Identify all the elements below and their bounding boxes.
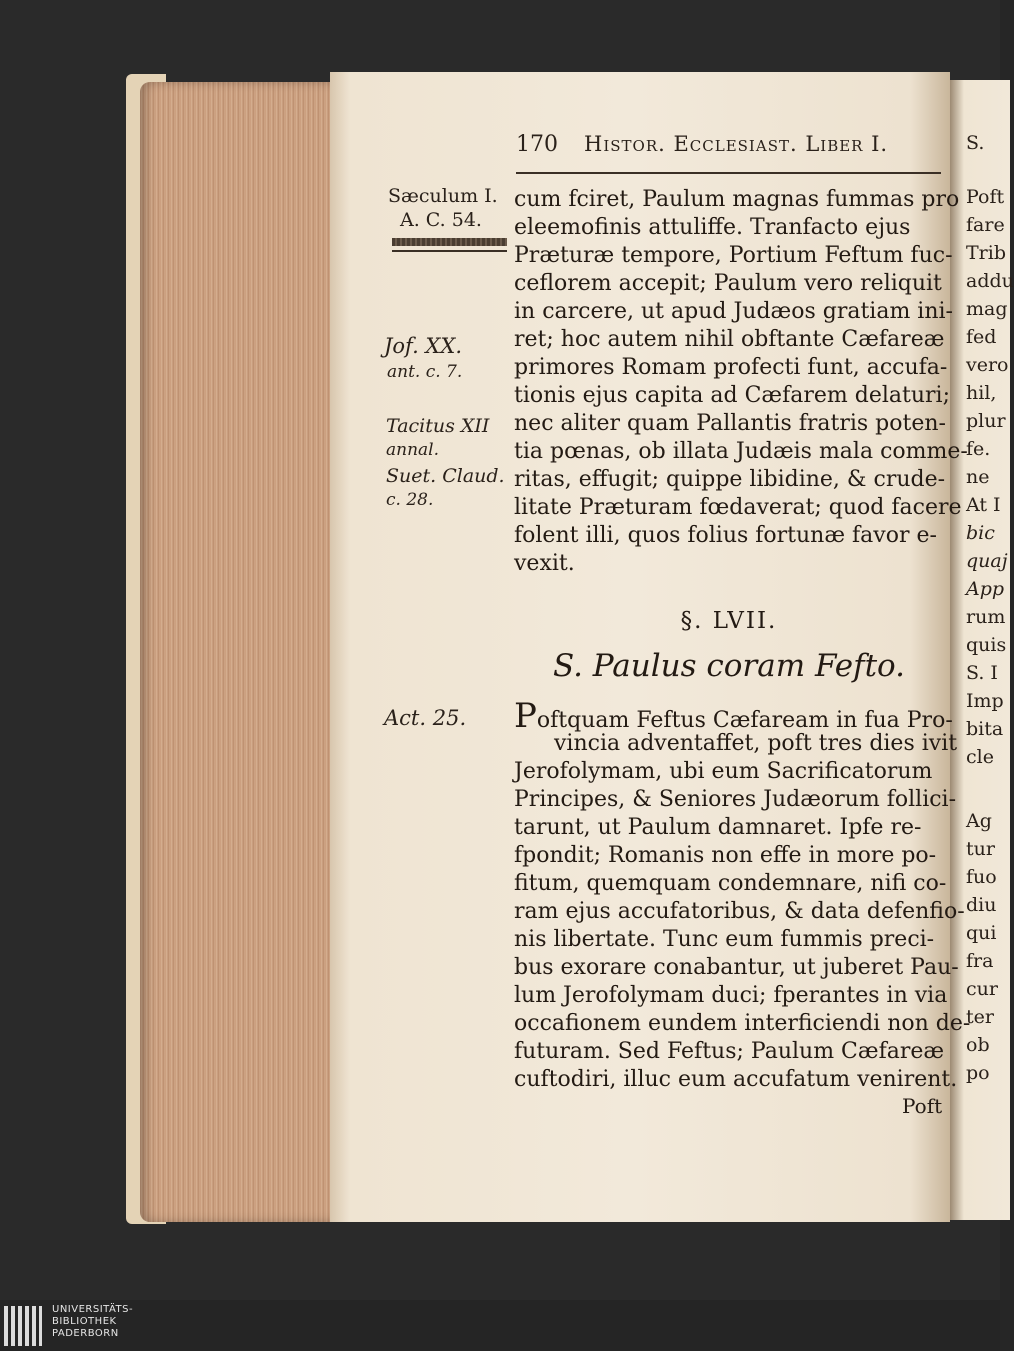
running-title: Histor. Ecclesiast. Liber I. xyxy=(584,132,889,156)
section-title: S. Paulus coram Fefto. xyxy=(552,648,906,684)
library-name: UNIVERSITÄTS- BIBLIOTHEK PADERBORN xyxy=(52,1304,134,1339)
text-line: Jerofolymam, ubi eum Sacrificatorum xyxy=(514,759,933,784)
right-page-fragment: po xyxy=(966,1062,990,1084)
right-page-fragment: quis xyxy=(966,634,1007,656)
text-line: cuftodiri, illuc eum accufatum venirent. xyxy=(514,1067,958,1092)
text-line: tionis ejus capita ad Cæfarem delaturi; xyxy=(514,383,950,408)
right-page-fragment: tur xyxy=(966,838,995,860)
right-page-fragment: Trib xyxy=(966,242,1006,264)
margin-saeculum: Sæculum I. xyxy=(388,185,498,207)
right-page-fragment: vero xyxy=(966,354,1009,376)
text-line: Præturæ tempore, Portium Feftum fuc- xyxy=(514,243,953,268)
right-page-fragment: fuo xyxy=(966,866,997,888)
margin-thin-rule xyxy=(392,250,507,252)
text-line: folent illi, quos folius fortunæ favor e- xyxy=(514,523,937,548)
text-line: futuram. Sed Feftus; Paulum Cæfareæ xyxy=(514,1039,945,1064)
right-page-fragment: ter xyxy=(966,1006,994,1028)
right-page-fragment: mag xyxy=(966,298,1008,320)
right-page-fragment: cle xyxy=(966,746,994,768)
right-page-fragment: plur xyxy=(966,410,1006,432)
text-line: eleemofinis attuliffe. Tranfacto ejus xyxy=(514,215,911,240)
right-page-fragment: Poft xyxy=(966,186,1005,208)
text-line: nis libertate. Tunc eum fummis preci- xyxy=(514,927,935,952)
text-line: fpondit; Romanis non effe in more po- xyxy=(514,843,937,868)
text-line: litate Præturam fœdaverat; quod facere xyxy=(514,495,962,520)
right-page-fragment: fed xyxy=(966,326,997,348)
text-line: tarunt, ut Paulum damnaret. Ipfe re- xyxy=(514,815,922,840)
margin-tacitus: Tacitus XII xyxy=(386,415,490,437)
first-line-rest: oftquam Feftus Cæfaream in fua Pro- xyxy=(536,708,953,733)
margin-josephus-ref: ant. c. 7. xyxy=(387,362,463,382)
text-line: ritas, effugit; quippe libidine, & crude- xyxy=(514,467,946,492)
right-page-fragment: App xyxy=(966,578,1005,600)
page-number: 170 xyxy=(516,132,558,157)
text-line: ret; hoc autem nihil obftante Cæfareæ xyxy=(514,327,945,352)
right-page-fragment: diu xyxy=(966,894,997,916)
right-page-fragment: fe. xyxy=(966,438,991,460)
right-page-fragment: Imp xyxy=(966,690,1004,712)
text-line: bus exorare conabantur, ut juberet Pau- xyxy=(514,955,959,980)
main-text xyxy=(514,0,971,1200)
margin-acta: Act. 25. xyxy=(384,706,467,730)
right-page-fragment: bita xyxy=(966,718,1004,740)
margin-ornament-rule xyxy=(392,238,507,246)
library-footer xyxy=(0,1300,1000,1351)
text-line: tia pœnas, ob illata Judæis mala comme- xyxy=(514,439,968,464)
right-page-fragment: fare xyxy=(966,214,1005,236)
library-logo-icon xyxy=(4,1306,46,1346)
right-page-fragment: rum xyxy=(966,606,1006,628)
right-page-fragment: ne xyxy=(966,466,990,488)
text-line: primores Romam profecti funt, accufa- xyxy=(514,355,948,380)
text-line: lum Jerofolymam duci; fperantes in via xyxy=(514,983,948,1008)
right-page-fragment: bic xyxy=(966,522,995,544)
text-line: ceflorem accepit; Paulum vero reliquit xyxy=(514,271,942,296)
margin-suetonius: Suet. Claud. xyxy=(386,465,505,487)
right-page-fragment: Ag xyxy=(966,810,992,832)
margin-josephus: Jof. XX. xyxy=(384,334,463,358)
text-line: occafionem eundem interficiendi non de- xyxy=(514,1011,971,1036)
right-page-fragment: hil, xyxy=(966,382,997,404)
section-number: §. LVII. xyxy=(680,608,778,634)
text-line: fitum, quemquam condemnare, nifi co- xyxy=(514,871,947,896)
drop-capital: P xyxy=(514,696,537,736)
text-line: nec aliter quam Pallantis fratris poten- xyxy=(514,411,946,436)
margin-anno: A. C. 54. xyxy=(400,209,482,231)
catchword: Poft xyxy=(902,1094,943,1118)
right-page-fragment: ob xyxy=(966,1034,990,1056)
text-line-first xyxy=(514,696,953,736)
right-page-header-fragment: S. xyxy=(966,132,985,154)
right-page-fragment: At I xyxy=(966,494,1001,516)
text-line: in carcere, ut apud Judæos gratiam ini- xyxy=(514,299,953,324)
right-page-fragment: S. I xyxy=(966,662,998,684)
right-page-fragment: cur xyxy=(966,978,998,1000)
text-line: vexit. xyxy=(514,551,575,576)
text-line: ram ejus accufatoribus, & data defenfio- xyxy=(514,899,965,924)
right-page-fragment: fra xyxy=(966,950,994,972)
margin-suetonius-ref: c. 28. xyxy=(386,490,434,510)
right-page-fragment: addu xyxy=(966,270,1014,292)
text-line: cum fciret, Paulum magnas fummas pro xyxy=(514,187,960,212)
right-page-fragment: quaj xyxy=(966,550,1008,572)
text-line: Principes, & Seniores Judæorum follici- xyxy=(514,787,957,812)
right-page-fragment: qui xyxy=(966,922,997,944)
margin-tacitus-ref: annal. xyxy=(386,440,440,460)
text-line: vincia adventaffet, poft tres dies ivit xyxy=(554,731,958,756)
book-fore-edge xyxy=(140,82,340,1222)
